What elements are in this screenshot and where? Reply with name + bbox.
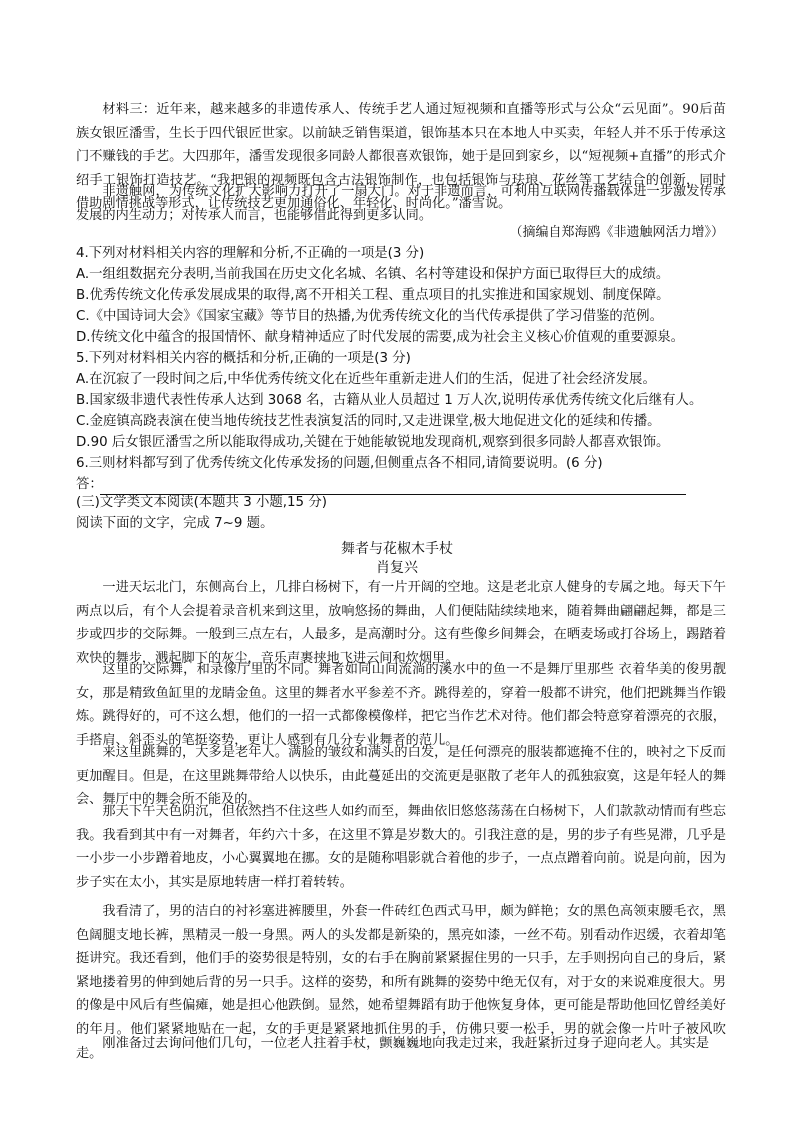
answer-label: 答： bbox=[76, 477, 103, 492]
q4-stem: 4.下列对材料相关内容的理解和分析,不正确的一项是(3 分) bbox=[76, 246, 425, 261]
q5-stem: 5.下列对材料相关内容的概括和分析,正确的一项是(3 分) bbox=[76, 351, 411, 366]
material3-conclusion: 非遗触网，为传统文化扩大影响力打开了一扇大门。对于非遗而言，可利用互联网传播载体进一步激发传承发展的内生动力；对传承人而言，也能够借此得到更多认同。 bbox=[76, 184, 726, 223]
q5-option-b: B.国家级非遗代表性传承人达到 3068 名，古籍从业人员超过 1 万人次,说明传承优秀传统文化后继有人。 bbox=[76, 393, 703, 408]
section3-heading: (三)文学类文本阅读(本题共 3 小题,15 分) bbox=[76, 495, 327, 510]
material3-source: （摘编自郑海鸥《非遗触网活力增》） bbox=[509, 225, 724, 240]
story-title: 舞者与花椒木手杖 bbox=[341, 541, 453, 557]
q5-option-a: A.在沉寂了一段时间之后,中华优秀传统文化在近些年重新走进人们的生活，促进了社会经济发展。 bbox=[76, 372, 656, 387]
story-paragraph-4: 那天下午天色阴沉，但依然挡不住这些人如约而至，舞曲依旧悠悠荡荡在白杨树下，人们款款动情而有些忘我。我看到其中有一对舞者，年约六十多，在这里不算是岁数大的。引我注意的是，男的步子有些晃滞，几乎是一小步一小步蹭着地皮，小心翼翼地在挪。女的是随称唱影就合着他的步子，一点点蹭着向前。说是向前，因为步子实在太小，其实是原地转唐一样打着转转。 bbox=[76, 804, 726, 890]
story-author: 肖复兴 bbox=[376, 560, 418, 576]
q6-stem: 6.三则材料都写到了优秀传统文化传承发扬的问题,但侧重点各不相同,请简要说明。(6 分) bbox=[76, 456, 603, 471]
q4-option-c: C.《中国诗词大会》《国家宝藏》等节目的热播,为优秀传统文化的当代传承提供了学习借鉴的范例。 bbox=[76, 309, 663, 324]
q4-option-a: A.一组组数据充分表明,当前我国在历史文化名城、名镇、名村等建设和保护方面已取得巨大的成绩。 bbox=[76, 267, 670, 282]
section3-instruction: 阅读下面的文字，完成 7~9 题。 bbox=[76, 516, 274, 531]
story-paragraph-5: 我看清了，男的洁白的衬衫塞进裤腰里，外套一件砖红色西式马甲，颇为鲜艳；女的黑色高领束腰毛衣，黑色阔腿支地长裤，黑精灵一般一身黑。两人的头发都是新染的，黑亮如漆，一丝不苟。别看动作迟缓，衣着却笔挺讲究。我还看到，他们手的姿势很是特别，女的右手在胸前紧紧握住男的一只手，左手则拐向自己的身后，紧紧地搂着男的伸到她后背的另一只手。这样的姿势，和所有跳舞的姿势中绝无仅有，对于女的来说难度很大。男的像是中风后有些偏瘫，她是担心他跌倒。显然，她希望舞蹈有助于他恢复身体，更可能是帮助他回忆曾经美好的年月。他们紧紧地贴在一起，女的手更是紧紧地抓住男的手，仿佛只要一松手，男的就会像一片叶子被风吹走。 bbox=[76, 904, 726, 1061]
material3-paragraph: 材料三：近年来，越来越多的非遗传承人、传统手艺人通过短视频和直播等形式与公众“云见面”。90后苗族女银匠潘雪，生长于四代银匠世家。以前缺乏销售渠道，银饰基本只在本地人中买卖，年轻人并不乐于传承这门不赚钱的手艺。大四那年，潘雪发现很多同龄人都很喜欢银饰，她于是回到家乡，以“短视频+直播”的形式介绍手工银饰打造技艺。“我把银的视频既包含古法银饰制作，也包括银饰与珐琅、花丝等工艺结合的创新，同时借助剧情挑战等形式，让传统技艺更加通俗化、年轻化、时尚化。”潘雪说。 bbox=[76, 102, 726, 212]
q4-option-b: B.优秀传统文化传承发展成果的取得,离不开相关工程、重点项目的扎实推进和国家规划、制度保障。 bbox=[76, 288, 670, 303]
story-paragraph-1: 一进天坛北门，东侧高台上，几排白杨树下，有一片开阔的空地。这是老北京人健身的专属之地。每天下午两点以后，有个人会提着录音机来到这里，放响悠扬的舞曲，人们便陆陆续续地来，随着舞曲翩翩起舞，都是三步或四步的交际舞。一般到三点左右，人最多，是高潮时分。这有些像乡间舞会，在晒麦场或打谷场上，踢踏着欢快的舞步，溅起脚下的灰尘，音乐声裹挟地飞进云间和炊烟里。 bbox=[76, 580, 726, 666]
q4-option-d: D.传统文化中蕴含的报国情怀、献身精神适应了时代发展的需要,成为社会主义核心价值观的重要源泉。 bbox=[76, 330, 685, 345]
story-paragraph-2: 这里的交际舞，和录像厅里的不同。舞者如同山间流淌的溪水中的鱼一不是舞厅里那些 衣着华美的俊男靓女，那是精致鱼缸里的龙睛金鱼。这里的舞者水平参差不齐。跳得差的，穿着一般都不讲究，他们把跳舞当作锻炼。跳得好的，可不这么想，他们的一招一式都像模像样，把它当作艺术对待。他们都会特意穿着漂亮的衣服，手搭肩、斜歪头的笔挺姿势，更让人感到有几分专业舞者的范儿。 bbox=[76, 662, 726, 748]
story-paragraph-6: 刚准备过去询问他们几句，一位老人拄着手杖，颤巍巍地向我走过来，我赶紧折过身子迎向老人。其实是 bbox=[102, 1036, 710, 1051]
story-paragraph-3: 来这里跳舞的，大多是老年人。满脸的皱纹和满头的白发，是任何漂亮的服装都遮掩不住的，映衬之下反而更加醒目。但是，在这里跳舞带给人以快乐，由此蔓延出的交流更是驱散了老年人的孤独寂寞，这是年轻人的舞会、舞厅中的舞会所不能及的。 bbox=[76, 745, 726, 808]
q5-option-c: C.金庭镇高跷表演在使当地传统技艺性表演复活的同时,又走进课堂,极大地促进文化的延续和传播。 bbox=[76, 414, 661, 429]
q5-option-d: D.90 后女银匠潘雪之所以能取得成功,关键在于她能敏锐地发现商机,观察到很多同龄人都喜欢银饰。 bbox=[76, 435, 670, 450]
